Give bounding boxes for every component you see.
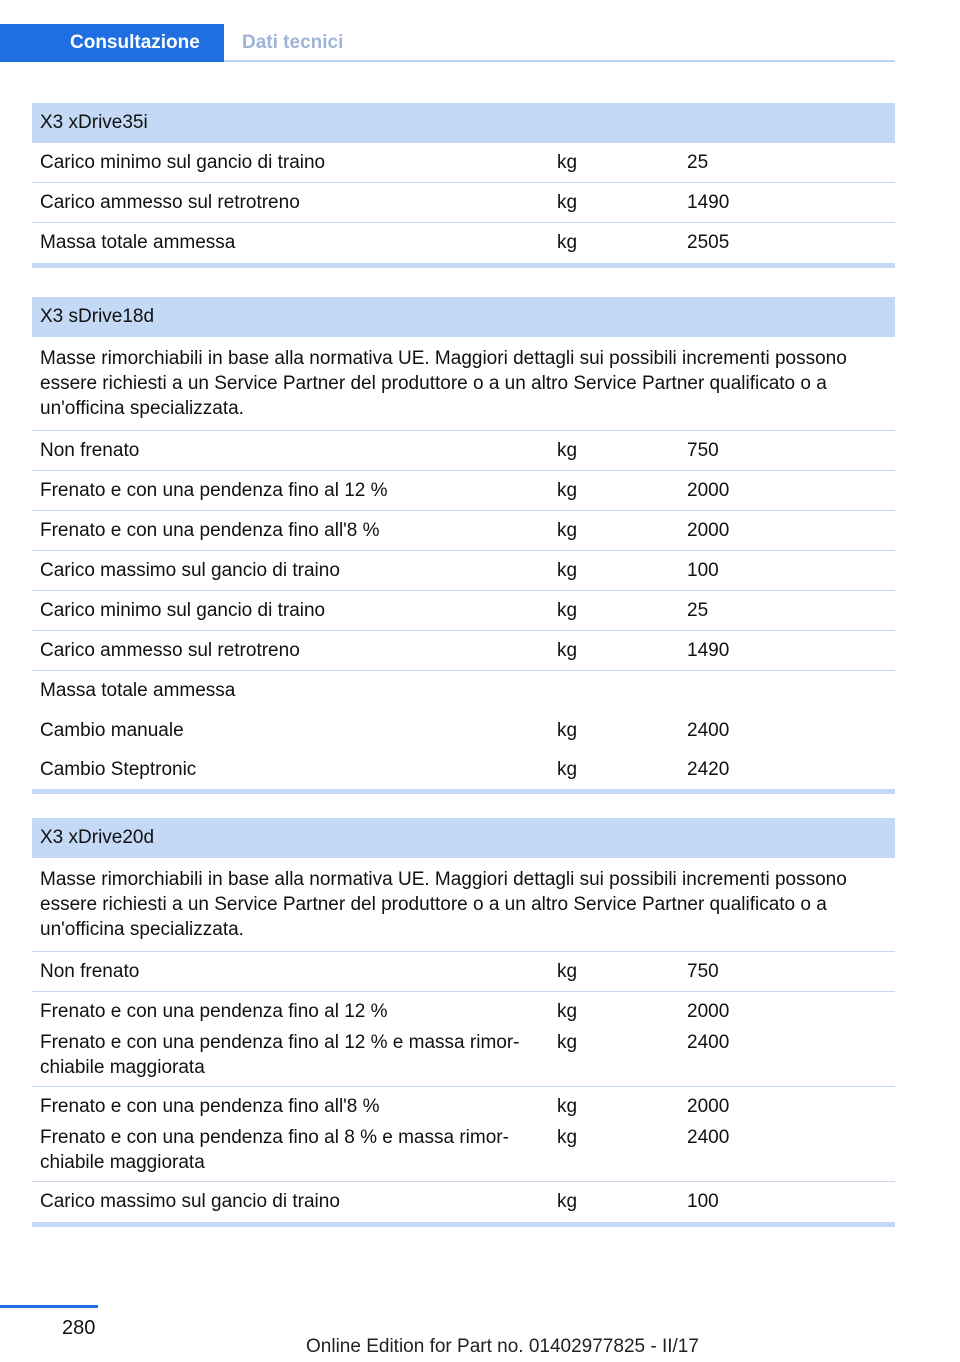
row-label: Carico ammesso sul retrotreno (40, 192, 300, 213)
table-end-bar (32, 789, 895, 794)
row-label: Cambio Steptronic (40, 759, 197, 780)
row-label: Massa totale ammessa (40, 680, 236, 701)
row-value: 100 (687, 1191, 719, 1212)
edition-note: Online Edition for Part no. 01402977825 - II/17 (306, 1336, 699, 1357)
row-label: Carico massimo sul gancio di traino (40, 560, 340, 581)
table-row (32, 431, 895, 471)
tab-dati-tecnici[interactable]: Dati tecnici (242, 32, 344, 53)
row-label: Frenato e con una pendenza fino all'8 % (40, 520, 380, 541)
table-note: Masse rimorchiabili in base alla normativa UE. Maggiori dettagli sui possibili incrementi possono essere richiesti a un Service Partner del produttore o a un altro Service Partner qualificato o a un'officina specializzata. (32, 858, 895, 952)
table-row (32, 750, 895, 789)
table-x3-xdrive20d (32, 818, 895, 1227)
table-x3-xdrive35i (32, 103, 895, 268)
row-label: Carico ammesso sul retrotreno (40, 640, 300, 661)
table-row (32, 952, 895, 992)
row-label: Carico minimo sul gancio di traino (40, 152, 326, 173)
table-title: X3 sDrive18d (32, 297, 895, 337)
tab-consultazione[interactable]: Consultazione (0, 24, 224, 62)
row-label: Frenato e con una pendenza fino al 12 % e massa rimor-chiabile maggiorata (40, 1032, 520, 1078)
row-unit: kg (557, 720, 578, 741)
row-value: 2000 (687, 1096, 730, 1117)
row-unit: kg (557, 560, 578, 581)
row-value: 750 (687, 961, 719, 982)
row-unit: kg (557, 1096, 578, 1117)
table-row-group (32, 1087, 895, 1182)
row-value: 2000 (687, 1001, 730, 1022)
row-label: Frenato e con una pendenza fino all'8 % (40, 1096, 380, 1117)
table-row-group-label (32, 671, 895, 711)
row-unit: kg (557, 600, 578, 621)
row-label: Carico massimo sul gancio di traino (40, 1191, 340, 1212)
row-unit: kg (557, 480, 578, 501)
row-value: 2400 (687, 1032, 730, 1053)
table-row (32, 1182, 895, 1222)
row-value: 2400 (687, 1127, 730, 1148)
row-unit: kg (557, 520, 578, 541)
table-row (32, 631, 895, 671)
table-note: Masse rimorchiabili in base alla normativa UE. Maggiori dettagli sui possibili incrementi possono essere richiesti a un Service Partner del produttore o a un altro Service Partner qualificato o a un'officina specializzata. (32, 337, 895, 431)
row-value: 750 (687, 440, 719, 461)
footer-rule (0, 1305, 98, 1308)
row-unit: kg (557, 961, 578, 982)
row-unit: kg (557, 232, 578, 253)
row-value: 25 (687, 600, 709, 621)
table-row-group (32, 992, 895, 1087)
row-label: Carico minimo sul gancio di traino (40, 600, 326, 621)
row-label: Non frenato (40, 961, 140, 982)
table-end-bar (32, 1222, 895, 1227)
table-title: X3 xDrive20d (32, 818, 895, 858)
page-number: 280 (62, 1317, 96, 1339)
row-unit: kg (557, 759, 578, 780)
table-title: X3 xDrive35i (32, 103, 895, 143)
row-value: 2420 (687, 759, 730, 780)
row-label: Cambio manuale (40, 720, 184, 741)
table-row (32, 711, 895, 750)
row-unit: kg (557, 192, 578, 213)
table-row (32, 1024, 895, 1080)
row-label: Frenato e con una pendenza fino al 12 % (40, 480, 388, 501)
row-unit: kg (557, 1191, 578, 1212)
row-unit: kg (557, 1127, 578, 1148)
table-row (32, 223, 895, 263)
row-value: 1490 (687, 192, 730, 213)
row-value: 100 (687, 560, 719, 581)
table-row (32, 471, 895, 511)
header-rule (224, 60, 895, 62)
row-unit: kg (557, 640, 578, 661)
row-unit: kg (557, 1032, 578, 1053)
row-value: 2505 (687, 232, 730, 253)
row-unit: kg (557, 152, 578, 173)
row-value: 25 (687, 152, 709, 173)
table-row (32, 1119, 895, 1175)
table-row (32, 143, 895, 183)
table-row (32, 183, 895, 223)
row-value: 2000 (687, 480, 730, 501)
row-label: Non frenato (40, 440, 140, 461)
page-header (0, 24, 895, 62)
row-value: 2400 (687, 720, 730, 741)
table-row (32, 551, 895, 591)
row-label: Massa totale ammessa (40, 232, 236, 253)
row-value: 2000 (687, 520, 730, 541)
table-end-bar (32, 263, 895, 268)
row-unit: kg (557, 440, 578, 461)
table-row (32, 591, 895, 631)
table-row (32, 511, 895, 551)
row-label: Frenato e con una pendenza fino al 8 % e massa rimor-chiabile maggiorata (40, 1127, 509, 1173)
table-row (32, 1087, 895, 1119)
row-unit: kg (557, 1001, 578, 1022)
table-x3-sdrive18d (32, 297, 895, 794)
row-value: 1490 (687, 640, 730, 661)
table-row (32, 992, 895, 1024)
row-label: Frenato e con una pendenza fino al 12 % (40, 1001, 388, 1022)
